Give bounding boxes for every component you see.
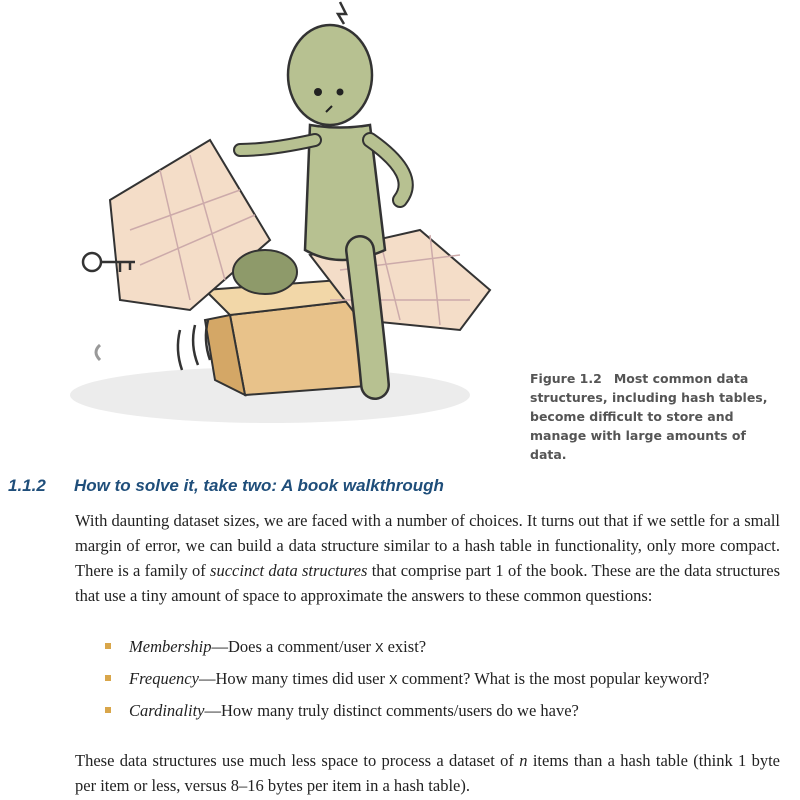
bullet-text-end: comment? What is the most popular keyword? bbox=[397, 669, 710, 688]
bullet-term: Membership bbox=[129, 637, 212, 656]
bullet-code: X bbox=[389, 673, 398, 689]
paragraph-intro bbox=[75, 508, 780, 608]
section-title: How to solve it, take two: A book walkthrough bbox=[74, 476, 444, 495]
section-heading bbox=[8, 476, 788, 496]
bullet-term: Frequency bbox=[129, 669, 199, 688]
bullet-text: —How many times did user bbox=[198, 669, 390, 688]
list-item bbox=[105, 634, 780, 662]
question-list bbox=[105, 634, 780, 727]
list-item bbox=[105, 698, 780, 723]
bullet-icon bbox=[105, 675, 111, 681]
paragraph-summary-emphasis: n bbox=[519, 751, 528, 770]
bullet-term: Cardinality bbox=[129, 701, 205, 720]
bullet-icon bbox=[105, 707, 111, 713]
paragraph-intro-emphasis: succinct data structures bbox=[210, 561, 368, 580]
paragraph-summary-part1: These data structures use much less space to process a dataset of bbox=[75, 751, 520, 770]
bullet-code: X bbox=[375, 641, 384, 657]
figure-number: Figure 1.2 bbox=[530, 371, 602, 386]
section-number: 1.1.2 bbox=[8, 476, 46, 495]
bullet-text-end: exist? bbox=[383, 637, 427, 656]
bullet-text: —Does a comment/user bbox=[211, 637, 376, 656]
stick-figure-with-box-illustration bbox=[40, 0, 520, 440]
paragraph-intro-part2: that comprise part 1 of the book. These are the data structures that use a tiny amount of space to approximate the answers to these common questions: bbox=[75, 561, 780, 605]
figure-caption-text: Most common data structures, including hash tables, become difficult to store and manage with large amounts of data. bbox=[530, 371, 768, 462]
list-item bbox=[105, 666, 780, 694]
figure-caption bbox=[530, 369, 780, 464]
bullet-icon bbox=[105, 643, 111, 649]
paragraph-intro-part1: With daunting dataset sizes, we are faced with a number of choices. It turns out that if we settle for a small margin of error, we can build a data structure similar to a hash table in functionality, only more compact. There is a family of bbox=[75, 511, 780, 580]
paragraph-summary-part2: items than a hash table (think 1 byte per item or less, versus 8–16 bytes per item in a hash table). bbox=[75, 751, 781, 795]
paragraph-summary bbox=[75, 748, 780, 798]
bullet-text: —How many truly distinct comments/users do we have? bbox=[204, 701, 579, 720]
figure-illustration bbox=[40, 0, 520, 440]
